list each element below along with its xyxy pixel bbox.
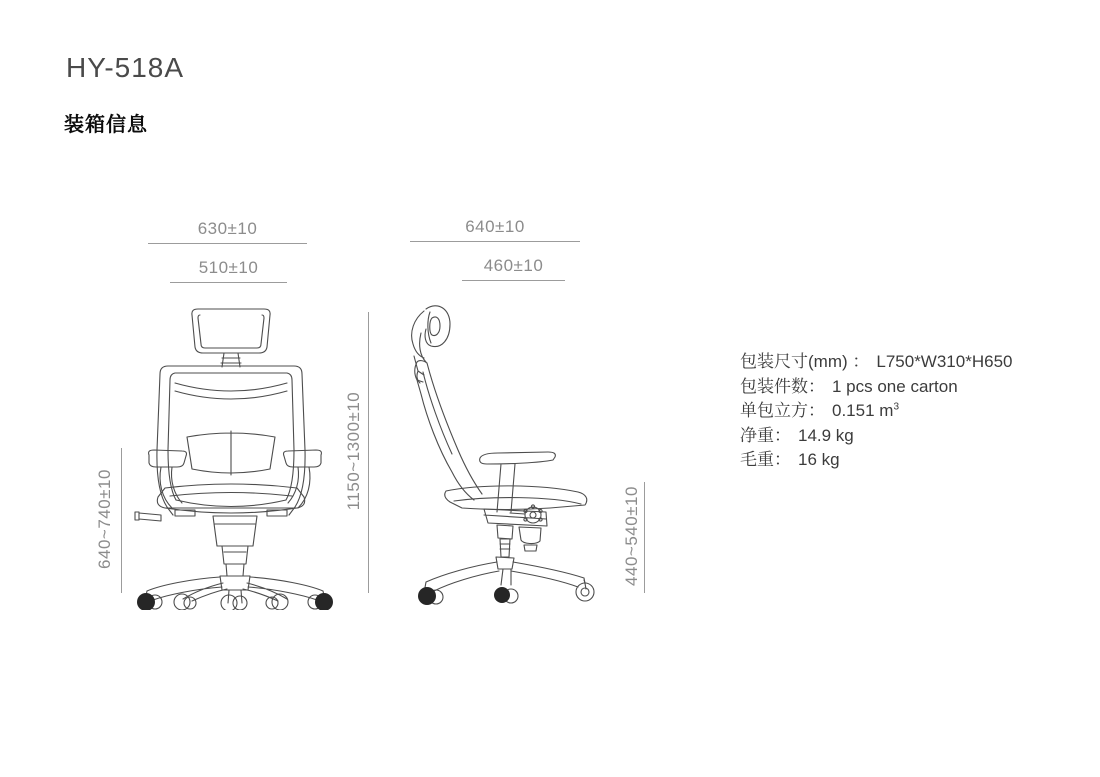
- spec-value: 0.151 $m^3$: [832, 401, 899, 420]
- right-armrest: [284, 450, 322, 508]
- caster-wheel: [418, 587, 436, 605]
- dim-front-overall-width: 630±10: [197, 219, 258, 238]
- spec-label: 包装件数：: [740, 376, 825, 396]
- cubic-superscript: 3: [893, 401, 899, 413]
- dim-line-front-overall-height: [368, 312, 369, 593]
- section-title: 装箱信息: [64, 114, 148, 136]
- backrest-outline: [415, 361, 482, 500]
- dim-line-side-seat-depth: [462, 280, 565, 281]
- spec-value: L750*W310*H650: [876, 352, 1013, 371]
- seat-outline: [445, 486, 587, 510]
- gas-cylinder: [497, 525, 513, 557]
- left-armrest: [149, 450, 187, 508]
- packing-spec-list: [740, 350, 1012, 473]
- gas-cylinder: [222, 546, 248, 576]
- dim-line-front-overall-width: [148, 243, 307, 244]
- caster-wheel: [494, 587, 510, 603]
- dim-front-overall-height: 1150~1300±10: [344, 391, 363, 511]
- spec-row-packing-quantity: [740, 375, 1012, 400]
- headrest-outline: [192, 309, 270, 353]
- spec-label: 毛重：: [740, 450, 791, 469]
- lumbar-cushion: [187, 431, 275, 475]
- spec-row-net-weight: [740, 424, 1012, 449]
- seat-outline: [157, 484, 304, 513]
- dim-side-arm-height: 440~540±10: [622, 486, 641, 586]
- page-title: HY-518A: [66, 52, 185, 83]
- dim-front-seat-height: 640~740±10: [95, 469, 114, 569]
- spec-value: 14.9 kg: [798, 425, 854, 445]
- dim-front-seat-width: 510±10: [198, 258, 259, 277]
- spec-row-package-volume: [740, 399, 1012, 424]
- chair-front-view-drawing: [125, 300, 345, 610]
- spec-label: 单包立方：: [740, 401, 825, 420]
- dim-side-seat-depth: 460±10: [483, 256, 544, 275]
- armrest: [480, 452, 556, 512]
- dim-line-front-seat-height: [121, 448, 122, 593]
- dim-line-side-overall-depth: [410, 241, 580, 242]
- headrest-outline: [425, 306, 450, 347]
- headrest-bracket: [412, 311, 426, 383]
- spec-label: 净重：: [740, 425, 791, 445]
- spec-label: 包装尺寸(mm) ：: [740, 352, 870, 371]
- spec-value: 1 pcs one carton: [832, 376, 958, 396]
- dim-side-overall-depth: 640±10: [465, 217, 525, 236]
- spec-row-packing-size: [740, 350, 1012, 375]
- tilt-mechanism: [484, 509, 547, 526]
- spec-value: 16 kg: [798, 450, 840, 469]
- dim-line-front-seat-width: [170, 282, 287, 283]
- adjust-lever: [135, 512, 161, 521]
- chair-side-view-drawing: [400, 300, 650, 610]
- spec-row-gross-weight: [740, 448, 1012, 473]
